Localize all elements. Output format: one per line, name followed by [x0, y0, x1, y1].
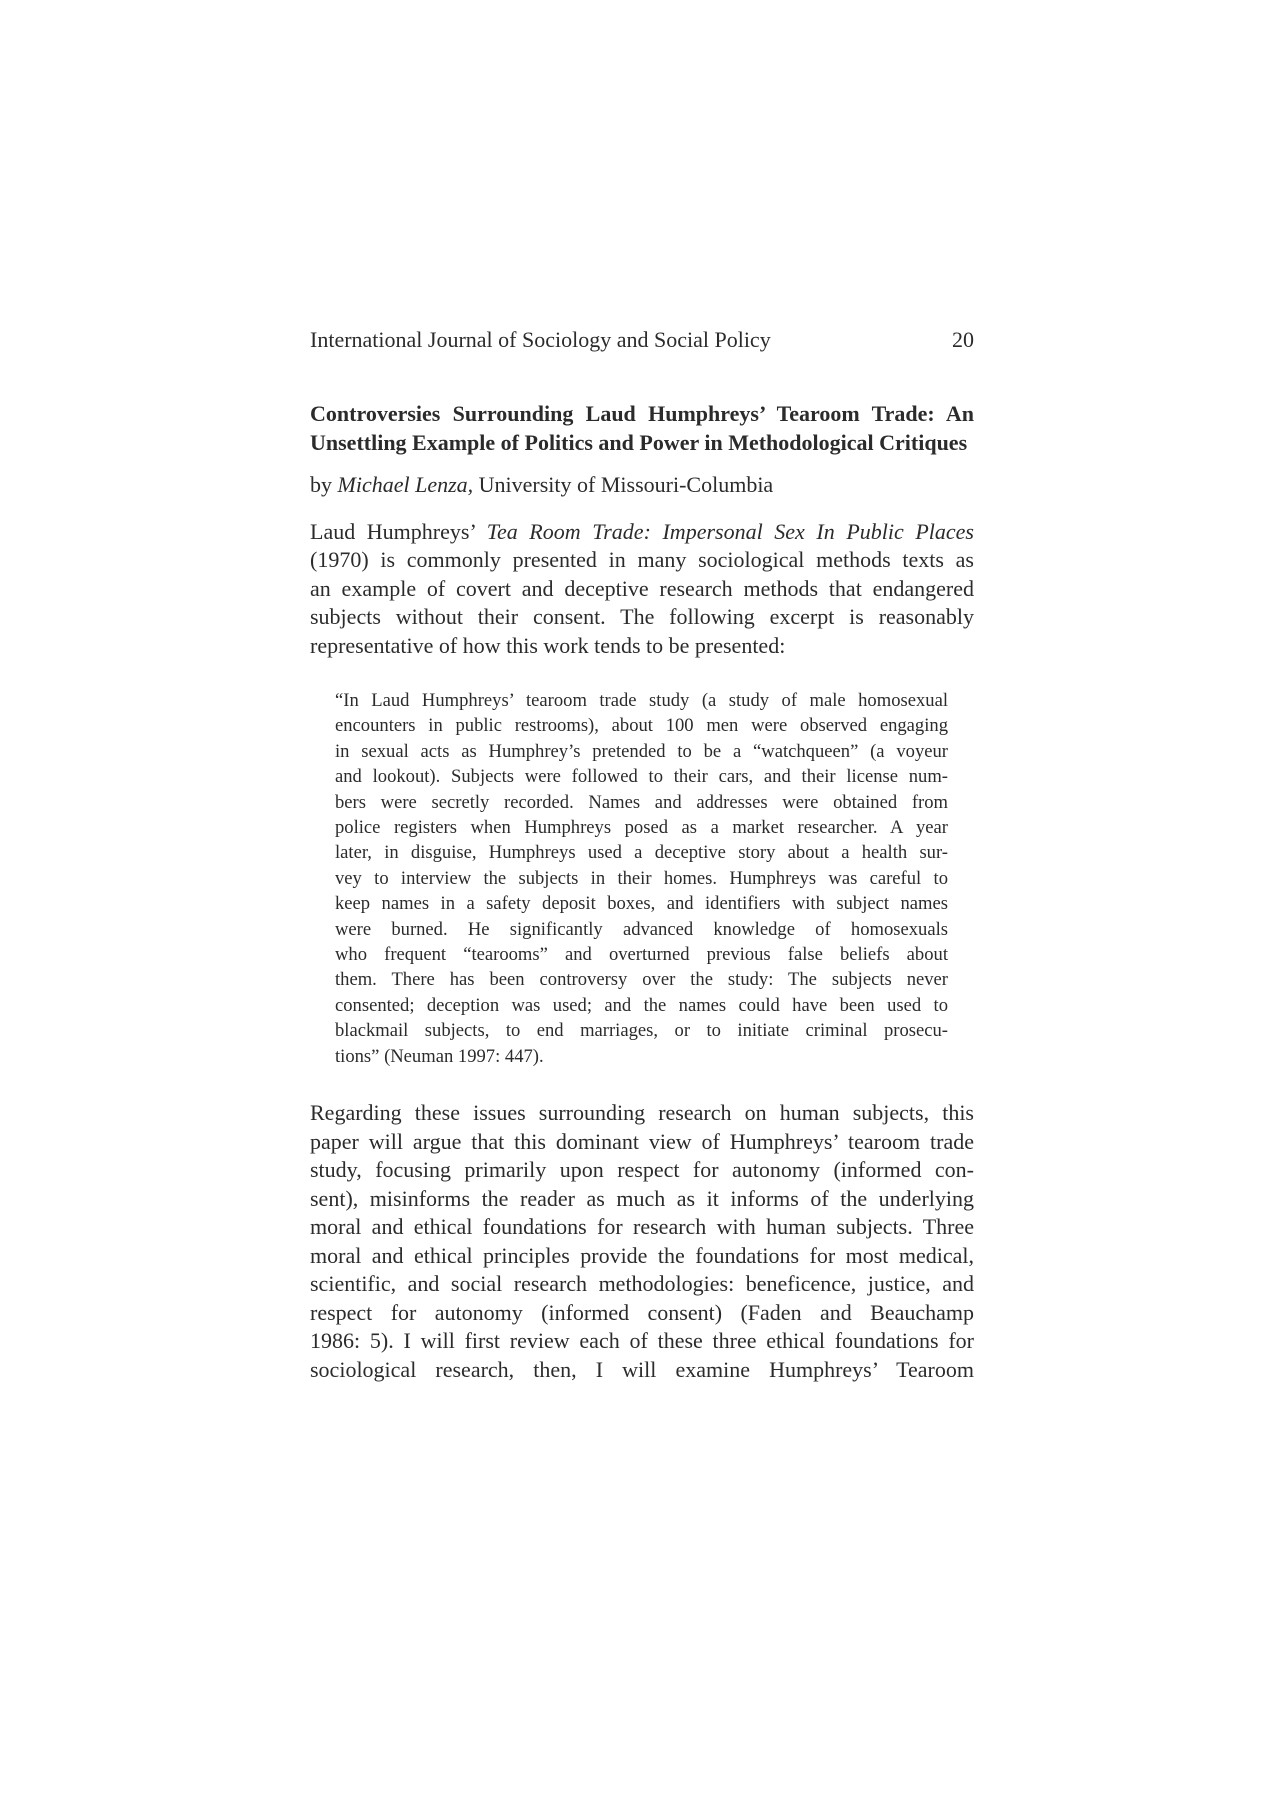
- intro-paragraph: [310, 518, 974, 661]
- author-affiliation: University of Missouri-Columbia: [478, 472, 774, 497]
- quote-line: were burned. He significantly advanced knowledge of homosexuals: [335, 918, 948, 940]
- journal-name: International Journal of Sociology and Social Policy: [310, 327, 771, 352]
- quote-line: encounters in public restrooms), about 100 men were observed engaging: [335, 715, 948, 737]
- quote-line: keep names in a safety deposit boxes, and identifiers with subject names: [335, 893, 948, 915]
- paragraph-line: study, focusing primarily upon respect for autonomy (informed con-: [310, 1157, 974, 1183]
- paragraph-line: paper will argue that this dominant view of Humphreys’ tearoom trade: [310, 1128, 974, 1154]
- paragraph-line: 1986: 5). I will first review each of these three ethical foundations for: [310, 1328, 974, 1354]
- quote-line: who frequent “tearooms” and overturned previous false beliefs about: [335, 944, 948, 966]
- quote-line: them. There has been controversy over the study: The subjects never: [335, 969, 948, 991]
- quote-line: later, in disguise, Humphreys used a deceptive story about a health sur-: [335, 842, 948, 864]
- paragraph-line: sociological research, then, I will examine Humphreys’ Tearoom: [310, 1356, 974, 1382]
- article-title: Controversies Surrounding Laud Humphreys’ Tearoom Trade: An Unsettling Example of Politics and Power in Methodological Critiques: [310, 401, 974, 455]
- journal-page: [310, 322, 974, 1384]
- byline-prefix: by: [310, 472, 332, 497]
- paragraph-line: moral and ethical foundations for research with human subjects. Three: [310, 1214, 974, 1240]
- quote-line: tions” (Neuman 1997: 447).: [335, 1045, 544, 1067]
- quote-line: consented; deception was used; and the names could have been used to: [335, 994, 948, 1016]
- quote-line: blackmail subjects, to end marriages, or to initiate criminal prosecu-: [335, 1020, 948, 1042]
- page-number: 20: [952, 327, 974, 352]
- intro-line: representative of how this work tends to be presented:: [310, 632, 786, 658]
- paragraph-line: respect for autonomy (informed consent) (Faden and Beauchamp: [310, 1299, 974, 1325]
- running-header: [310, 322, 974, 358]
- byline: [310, 471, 974, 500]
- paragraph-line: Regarding these issues surrounding research on human subjects, this: [310, 1100, 974, 1126]
- quote-line: in sexual acts as Humphrey’s pretended to be a “watchqueen” (a voyeur: [335, 740, 948, 762]
- quote-line: “In Laud Humphreys’ tearoom trade study (a study of male homosexual: [335, 690, 948, 711]
- intro-line-1: [310, 518, 974, 547]
- quote-line: bers were secretly recorded. Names and addresses were obtained from: [335, 791, 948, 813]
- author-name: Michael Lenza,: [337, 472, 474, 497]
- quote-line: and lookout). Subjects were followed to their cars, and their license num-: [335, 766, 948, 788]
- quote-line: police registers when Humphreys posed as a market researcher. A year: [335, 817, 948, 839]
- intro-line: an example of covert and deceptive research methods that endangered: [310, 575, 974, 601]
- paragraph-line: scientific, and social research methodologies: beneficence, justice, and: [310, 1271, 974, 1297]
- book-title: Tea Room Trade: Impersonal Sex In Public Places: [486, 518, 974, 544]
- paragraph-line: moral and ethical principles provide the foundations for most medical,: [310, 1242, 974, 1268]
- quote-line: vey to interview the subjects in their homes. Humphreys was careful to: [335, 867, 948, 889]
- argument-paragraph: [310, 1099, 974, 1384]
- paragraph-line: sent), misinforms the reader as much as it informs of the underlying: [310, 1185, 974, 1211]
- intro-line: (1970) is commonly presented in many sociological methods texts as: [310, 547, 974, 572]
- block-quote: [335, 688, 948, 1069]
- intro-line: subjects without their consent. The following excerpt is reasonably: [310, 604, 974, 629]
- intro-lead: Laud Humphreys’: [310, 518, 487, 544]
